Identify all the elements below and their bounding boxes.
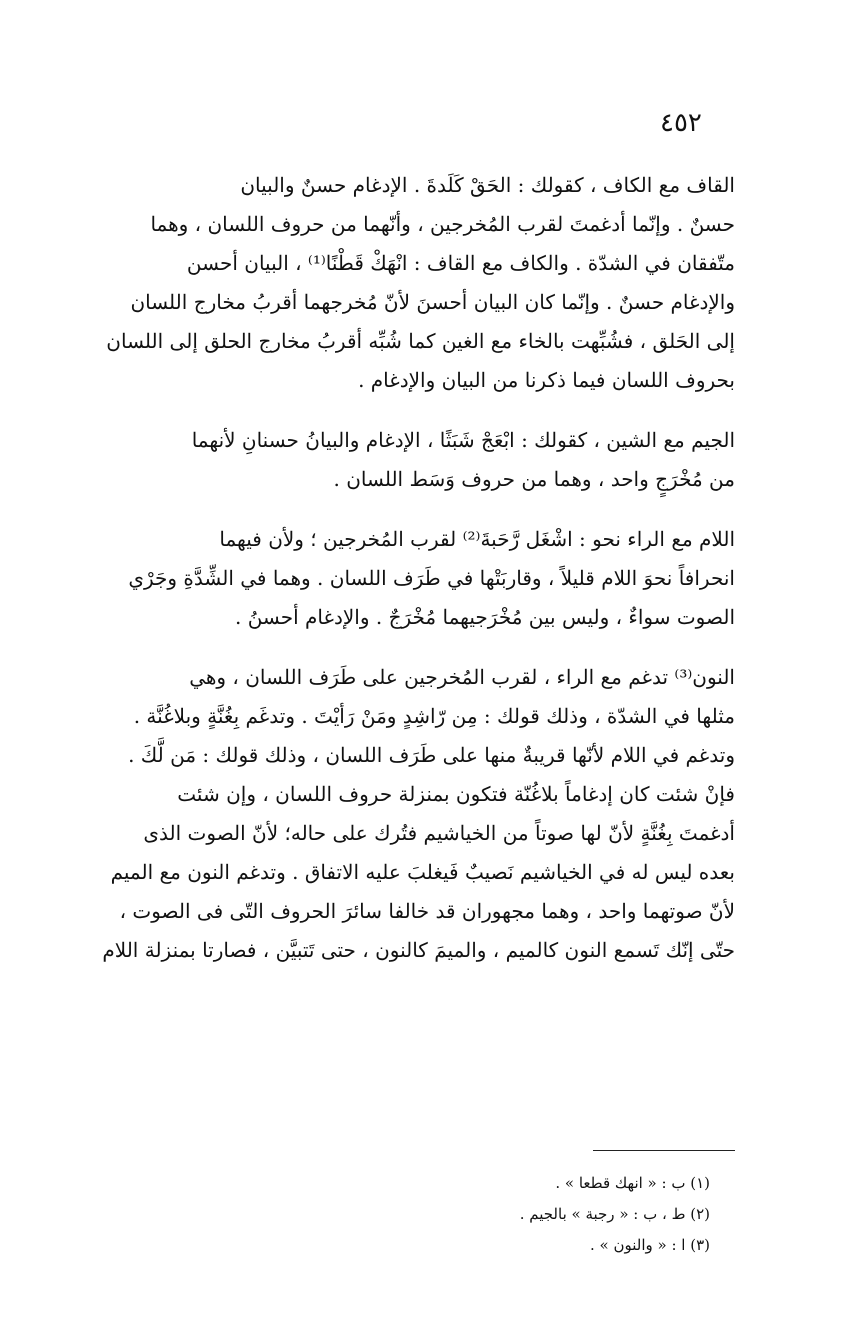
text-line: لأنّ صوتهما واحد ، وهما مجهوران قد خالفا سائرَ الحروف التّى فى الصوت ، xyxy=(119,899,735,923)
text-line: متّفقان في الشدّة . والكاف مع القاف : انْهَكْ قَطْنًا⁽¹⁾ ، البيان أحسن xyxy=(186,251,735,275)
page-number: ٤٥٢ xyxy=(660,108,702,138)
text-line: اللام مع الراء نحو : اشْغَل رَّحَبةَ⁽²⁾ لقرب المُخرجين ؛ ولأن فيهما xyxy=(219,527,735,551)
text-line: إلى الحَلق ، فشُبِّهت بالخاء مع الغين كما شُبِّه أقربُ مخارج الحلق إلى اللسان xyxy=(106,329,735,353)
paragraph-nun xyxy=(92,658,735,970)
paragraph-lam-ra xyxy=(92,520,735,637)
text-line: والإدغام حسنٌ . وإنّما كان البيان أحسنَ لأنّ مُخرجهما أقربُ مخارج اللسان xyxy=(130,290,735,314)
body-text xyxy=(92,166,735,991)
text-line: النون⁽³⁾ تدغم مع الراء ، لقرب المُخرجين على طَرَف اللسان ، وهي xyxy=(189,665,735,689)
text-line: بعده ليس له في الخياشيم نَصيبٌ فَيغلبَ عليه الاتفاق . وتدغم النون مع الميم xyxy=(110,860,735,884)
text-line: من مُخْرَجٍ واحد ، وهما من حروف وَسَط اللسان . xyxy=(333,467,735,491)
footnote-1: (١) ب : « انهك قطعا » . xyxy=(555,1174,710,1192)
text-line: الجيم مع الشين ، كقولك : ابْعَجْ شَبَثًا ، الإدغام والبيانُ حسنانِ لأنهما xyxy=(191,428,735,452)
footnotes xyxy=(300,1168,710,1261)
text-line: مثلها في الشدّة ، وذلك قولك : مِن رّاشِدٍ ومَنْ رَأيْتَ . وتدغَم بِغُنَّةٍ وبلاغُنَّة . xyxy=(133,704,735,728)
footnote-divider xyxy=(593,1150,735,1151)
paragraph-jim-shin xyxy=(92,421,735,499)
paragraph-qaf-kaf xyxy=(92,166,735,400)
text-line: الصوت سواءٌ ، وليس بين مُخْرَجيهما مُخْرَجٌ . والإدغام أحسنُ . xyxy=(234,605,735,629)
text-line: بحروف اللسان فيما ذكرنا من البيان والإدغام . xyxy=(358,368,735,392)
text-line: القاف مع الكاف ، كقولك : الحَقْ كَلَدةَ . الإدغام حسنٌ والبيان xyxy=(240,173,735,197)
footnote-2: (٢) ط ، ب : « رجبة » بالجيم . xyxy=(519,1205,710,1223)
text-line: حتّى إنّك تَسمع النون كالميم ، والميمَ كالنون ، حتى تَتبيَّن ، فصارتا بمنزلة اللام xyxy=(102,938,735,962)
text-line: فإنْ شئت كان إدغاماً بلاغُنّة فتكون بمنزلة حروف اللسان ، وإن شئت xyxy=(177,782,735,806)
text-line: وتدغم في اللام لأنّها قريبةٌ منها على طَرَف اللسان ، وذلك قولك : مَن لَّكَ . xyxy=(128,743,735,767)
text-line: انحرافاً نحوَ اللام قليلاً ، وقاربَتْها في طَرَف اللسان . وهما في الشِّدَّةِ وجَرْي xyxy=(128,566,735,590)
text-line: أدغمتَ بِغُنَّةٍ لأنّ لها صوتاً من الخياشيم فتُرك على حاله؛ لأنّ الصوت الذى xyxy=(143,821,735,845)
footnote-3: (٣) ا : « والنون » . xyxy=(590,1236,710,1254)
text-line: حسنٌ . وإنّما أدغمتَ لقرب المُخرجين ، وأنّهما من حروف اللسان ، وهما xyxy=(150,212,735,236)
